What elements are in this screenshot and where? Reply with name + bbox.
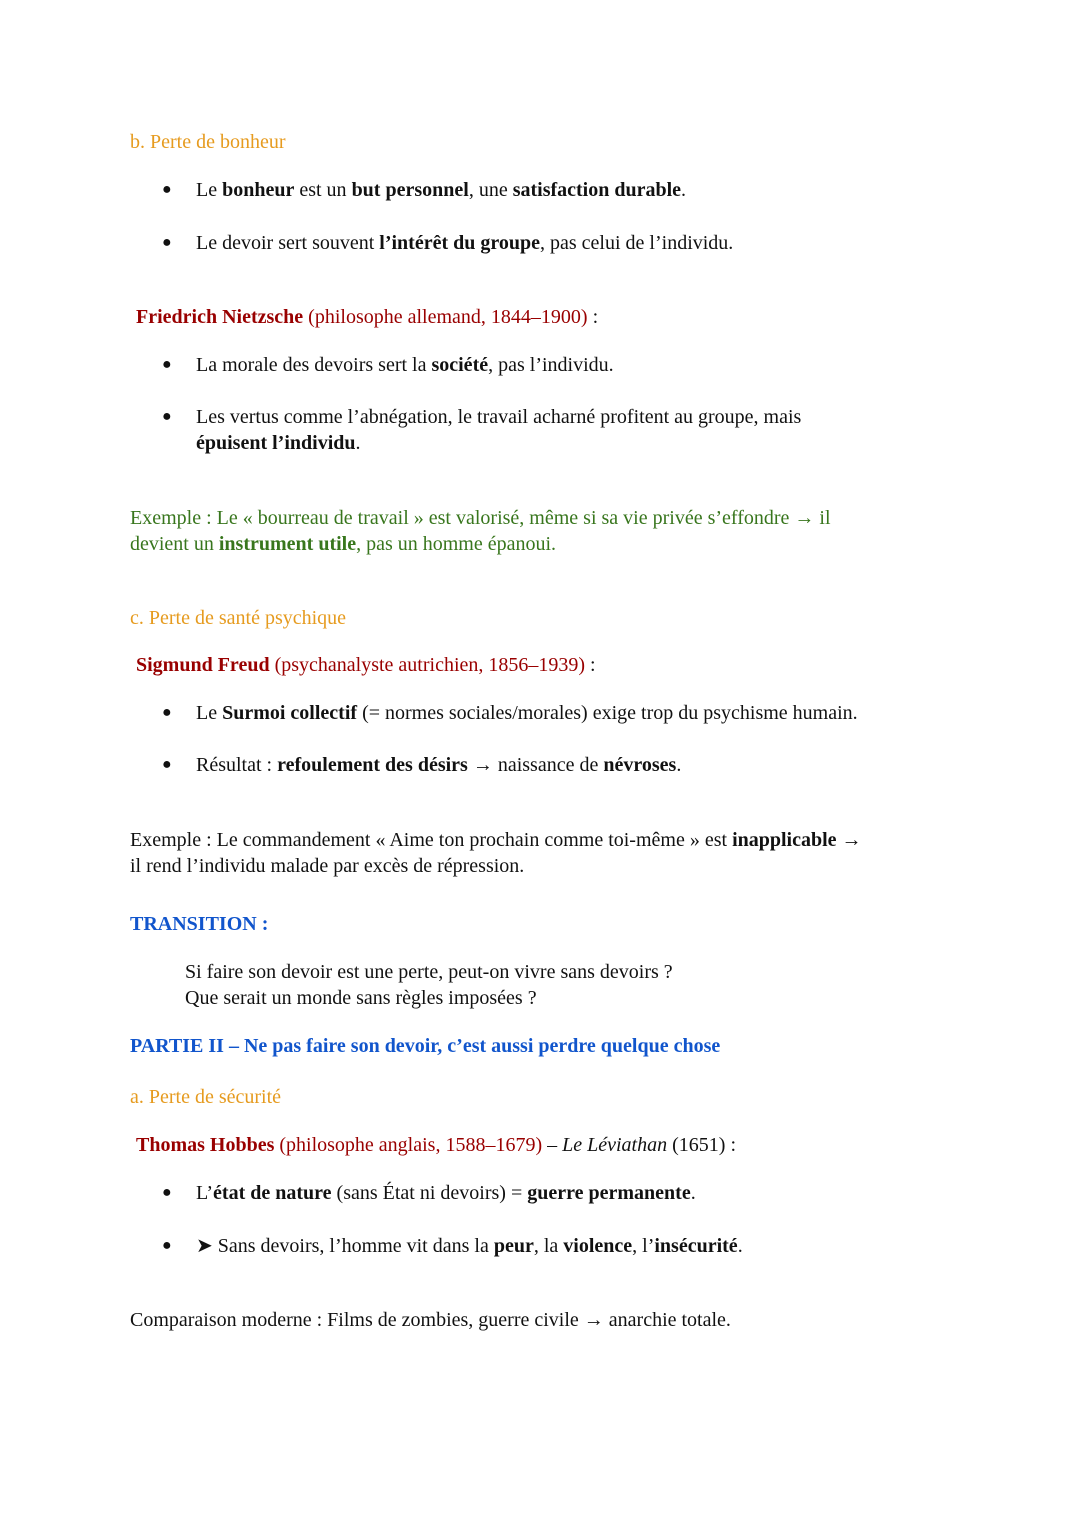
- text-run: :: [585, 654, 596, 676]
- text-run: (psychanalyste autrichien, 1856–1939): [269, 654, 586, 676]
- text-run: , pas l’individu.: [488, 354, 614, 376]
- bold-text: Thomas Hobbes: [136, 1134, 275, 1156]
- text-run: L’: [196, 1182, 214, 1204]
- text-run: .: [690, 1182, 696, 1204]
- bold-text: inapplicable: [732, 829, 837, 851]
- bold-text: société: [431, 354, 489, 376]
- heading-c: [130, 605, 346, 631]
- bullet-icon: ●: [162, 756, 172, 773]
- text-run: Si faire son devoir est une perte, peut-on vivre sans devoirs ?: [185, 961, 673, 983]
- text-run: a. Perte de sécurité: [130, 1086, 282, 1108]
- text-run: , une: [468, 179, 513, 201]
- bullet-item: [196, 752, 681, 778]
- text-run: TRANSITION :: [130, 913, 269, 935]
- bold-text: refoulement des désirs: [277, 754, 468, 776]
- bold-text: but personnel: [351, 179, 469, 201]
- text-run: (sans État ni devoirs) =: [331, 1182, 528, 1204]
- bold-text: Sigmund Freud: [136, 654, 270, 676]
- text-run: est un: [294, 179, 352, 201]
- transition-text: [185, 959, 673, 1011]
- transition-title: [130, 911, 268, 937]
- bullet-icon: ●: [162, 356, 172, 373]
- text-run: →: [836, 829, 862, 851]
- bullet-item: [196, 352, 614, 378]
- text-run: .: [737, 1235, 743, 1257]
- text-run: Le devoir sert souvent: [196, 232, 380, 254]
- bullet-item: [196, 404, 801, 456]
- text-run: Résultat :: [196, 754, 278, 776]
- text-run: (philosophe anglais, 1588–1679): [274, 1134, 543, 1156]
- comparison-text: [130, 1307, 731, 1333]
- bullet-item: [196, 230, 733, 256]
- heading-a: [130, 1084, 281, 1110]
- text-run: Comparaison moderne : Films de zombies, guerre civile → anarchie totale.: [130, 1309, 731, 1331]
- text-run: .: [355, 432, 361, 454]
- bold-text: satisfaction durable: [512, 179, 682, 201]
- text-run: Les vertus comme l’abnégation, le travail acharné profitent au groupe, mais: [196, 406, 802, 428]
- text-run: Le: [196, 702, 223, 724]
- text-run: La morale des devoirs sert la: [196, 354, 432, 376]
- example-freud: [130, 827, 862, 879]
- bullet-item: [196, 700, 858, 726]
- text-run: , la: [533, 1235, 564, 1257]
- bullet-icon: ●: [162, 408, 172, 425]
- bullet-icon: ●: [162, 234, 172, 251]
- bold-text: Friedrich Nietzsche: [136, 306, 304, 328]
- text-run: Le Léviathan: [562, 1134, 668, 1156]
- text-run: Exemple : Le commandement « Aime ton prochain comme toi-même » est: [130, 829, 733, 851]
- bullet-item: [196, 1233, 743, 1259]
- bold-text: Surmoi collectif: [222, 702, 358, 724]
- text-run: c. Perte de santé psychique: [130, 607, 347, 629]
- bullet-icon: ●: [162, 1237, 172, 1254]
- text-run: (= normes sociales/morales) exige trop du psychisme humain.: [357, 702, 858, 724]
- bold-text: bonheur: [222, 179, 295, 201]
- bullet-icon: ●: [162, 704, 172, 721]
- text-run: PARTIE II – Ne pas faire son devoir, c’est aussi perdre quelque chose: [130, 1035, 721, 1057]
- text-run: Le: [196, 179, 223, 201]
- text-run: –: [542, 1134, 563, 1156]
- text-run: → naissance de: [467, 754, 604, 776]
- text-run: b. Perte de bonheur: [130, 131, 286, 153]
- bold-text: instrument utile: [218, 533, 357, 555]
- text-run: (philosophe allemand, 1844–1900): [303, 306, 588, 328]
- author-hobbes: [136, 1132, 736, 1158]
- text-run: Exemple : Le « bourreau de travail » est valorisé, même si sa vie privée s’effondre → il: [130, 507, 831, 529]
- bold-text: état de nature: [213, 1182, 332, 1204]
- bold-text: peur: [493, 1235, 534, 1257]
- text-run: :: [587, 306, 599, 328]
- text-run: , l’: [632, 1235, 655, 1257]
- example-nietzsche: [130, 505, 831, 557]
- author-nietzsche: [136, 304, 598, 330]
- bullet-item: [196, 177, 686, 203]
- bold-text: insécurité: [654, 1235, 738, 1257]
- text-run: devient un: [130, 533, 219, 555]
- text-run: (1651) :: [667, 1134, 737, 1156]
- bold-text: névroses: [603, 754, 677, 776]
- heading-b: [130, 129, 286, 155]
- text-run: , pas celui de l’individu.: [540, 232, 734, 254]
- bold-text: guerre permanente: [527, 1182, 691, 1204]
- text-run: , pas un homme épanoui.: [356, 533, 557, 555]
- bullet-item: [196, 1180, 696, 1206]
- bold-text: épuisent l’individu: [196, 432, 356, 454]
- text-run: Que serait un monde sans règles imposées ?: [185, 987, 537, 1009]
- bullet-icon: ●: [162, 181, 172, 198]
- partie-2-title: [130, 1033, 720, 1059]
- text-run: .: [681, 179, 687, 201]
- bold-text: l’intérêt du groupe: [379, 232, 541, 254]
- text-run: ➤ Sans devoirs, l’homme vit dans la: [196, 1235, 494, 1257]
- bullet-icon: ●: [162, 1184, 172, 1201]
- author-freud: [136, 652, 596, 678]
- text-run: .: [676, 754, 682, 776]
- bold-text: violence: [563, 1235, 633, 1257]
- text-run: il rend l’individu malade par excès de répression.: [130, 855, 525, 877]
